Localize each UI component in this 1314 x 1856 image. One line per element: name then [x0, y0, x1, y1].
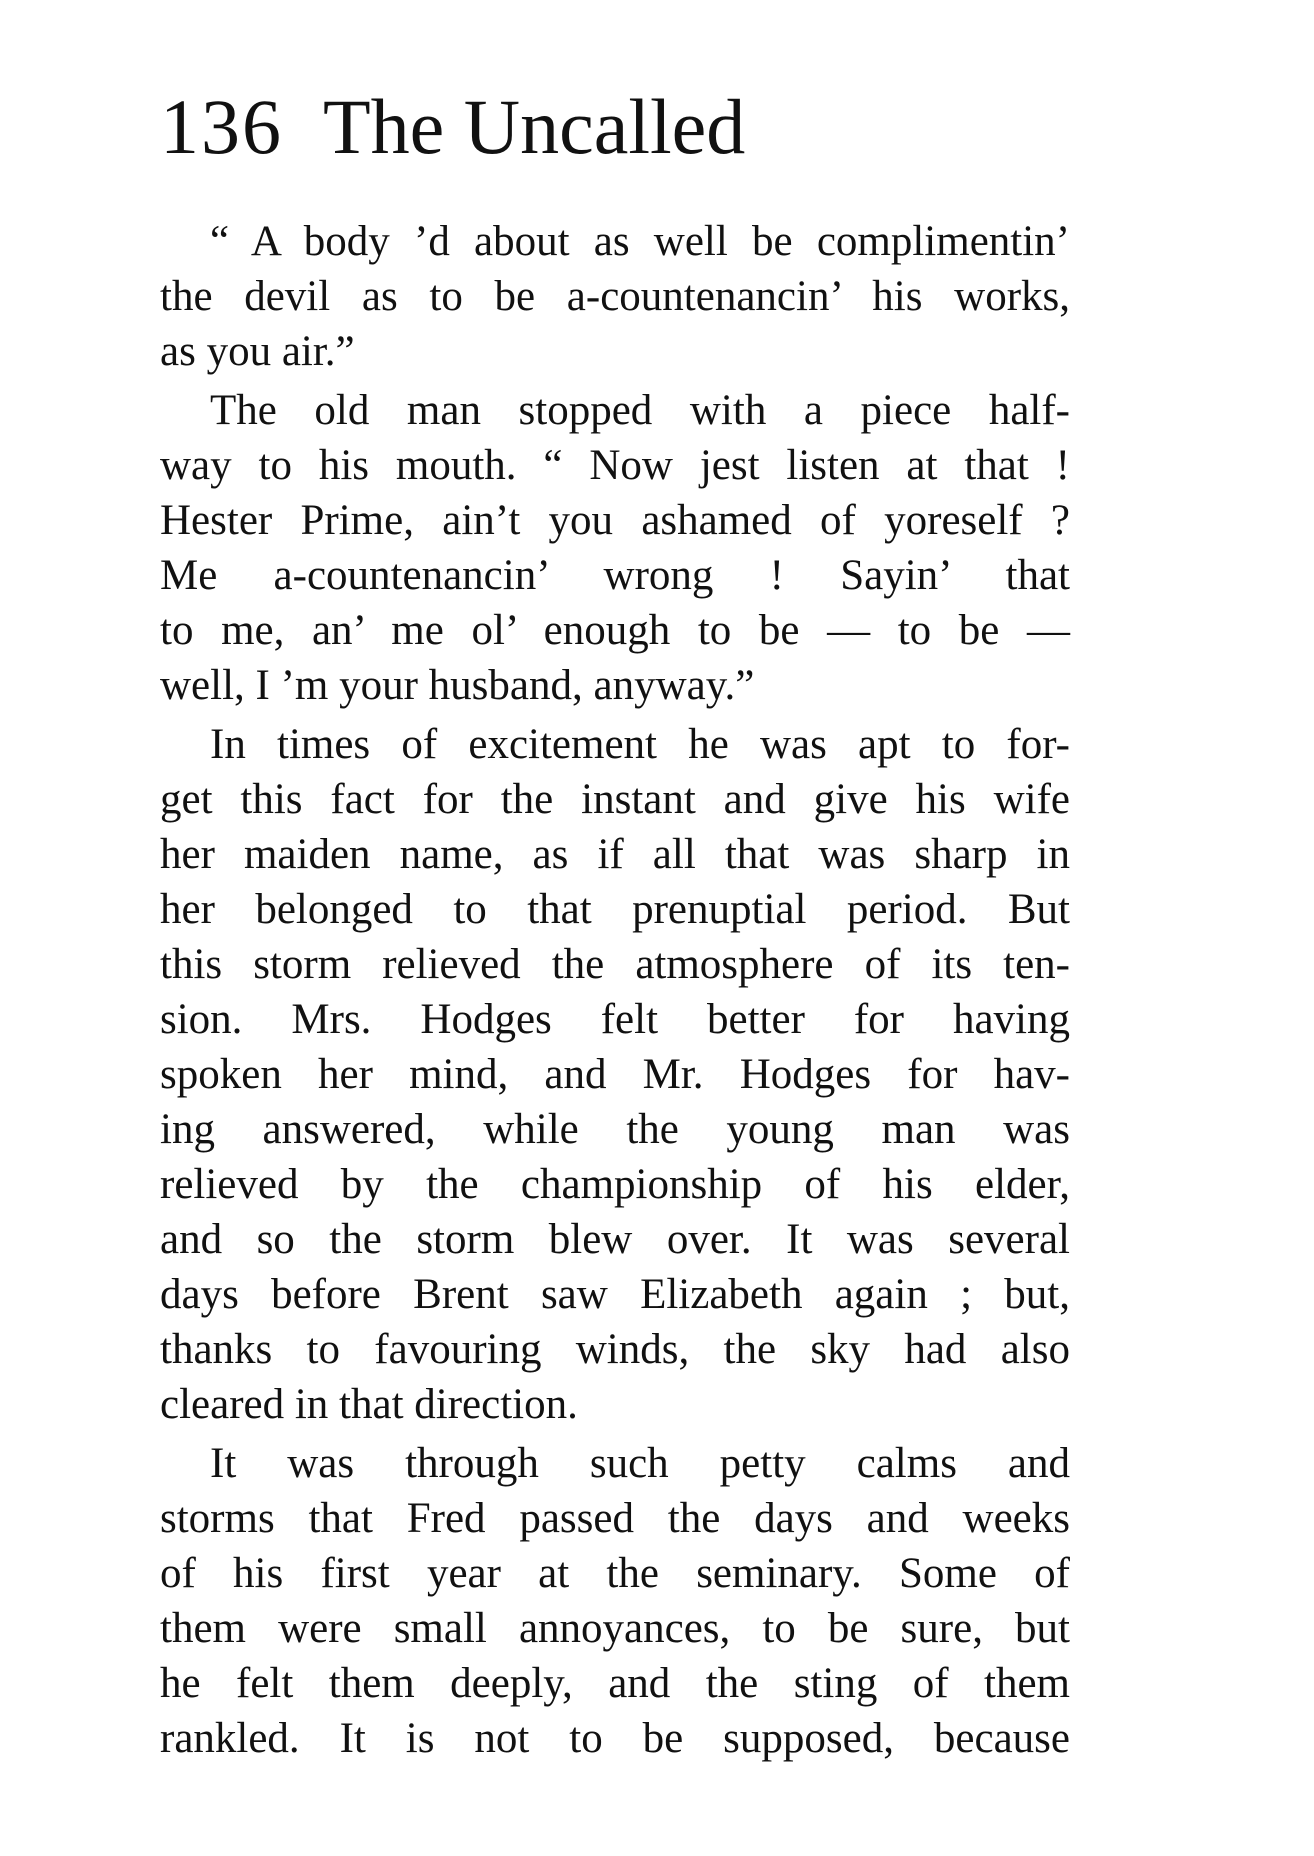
- text-line: of his first year at the seminary. Some of: [160, 1550, 1070, 1597]
- text-line: this storm relieved the atmosphere of its ten-: [160, 941, 1070, 988]
- text-line: her maiden name, as if all that was sharp in: [160, 831, 1070, 878]
- paragraph: [160, 717, 1070, 1432]
- text-line: “ A body ’d about as well be complimentin’: [210, 218, 1070, 265]
- text-line: get this fact for the instant and give his wife: [160, 776, 1070, 823]
- text-line: Me a-countenancin’ wrong ! Sayin’ that: [160, 552, 1070, 599]
- text-line: storms that Fred passed the days and weeks: [160, 1495, 1070, 1542]
- text-line: ing answered, while the young man was: [160, 1106, 1070, 1153]
- text-line: way to his mouth. “ Now jest listen at that !: [160, 442, 1070, 489]
- text-line: he felt them deeply, and the sting of them: [160, 1660, 1070, 1707]
- text-line: thanks to favouring winds, the sky had also: [160, 1326, 1070, 1373]
- text-line: The old man stopped with a piece half-: [210, 387, 1070, 434]
- text-line: sion. Mrs. Hodges felt better for having: [160, 996, 1070, 1043]
- paragraph: [160, 214, 1070, 379]
- text-line: days before Brent saw Elizabeth again ; but,: [160, 1271, 1070, 1318]
- text-line: It was through such petty calms and: [210, 1440, 1070, 1487]
- text-line: In times of excitement he was apt to for-: [210, 721, 1070, 768]
- text-line: them were small annoyances, to be sure, but: [160, 1605, 1070, 1652]
- text-line: as you air.”: [160, 328, 355, 375]
- paragraph: [160, 1436, 1070, 1766]
- text-line: relieved by the championship of his elder,: [160, 1161, 1070, 1208]
- text-line: the devil as to be a-countenancin’ his works,: [160, 273, 1070, 320]
- running-header: [160, 83, 746, 170]
- paragraph: [160, 383, 1070, 713]
- running-title: The Uncalled: [323, 83, 746, 170]
- text-line: spoken her mind, and Mr. Hodges for hav-: [160, 1051, 1070, 1098]
- text-line: well, I ’m your husband, anyway.”: [160, 662, 755, 709]
- page-number: 136: [160, 83, 283, 170]
- body-text: [160, 214, 1070, 1766]
- text-line: and so the storm blew over. It was several: [160, 1216, 1070, 1263]
- text-line: her belonged to that prenuptial period. But: [160, 886, 1070, 933]
- text-line: rankled. It is not to be supposed, because: [160, 1715, 1070, 1762]
- text-line: to me, an’ me ol’ enough to be — to be —: [160, 607, 1070, 654]
- text-line: cleared in that direction.: [160, 1381, 578, 1428]
- text-line: Hester Prime, ain’t you ashamed of yoreself ?: [160, 497, 1070, 544]
